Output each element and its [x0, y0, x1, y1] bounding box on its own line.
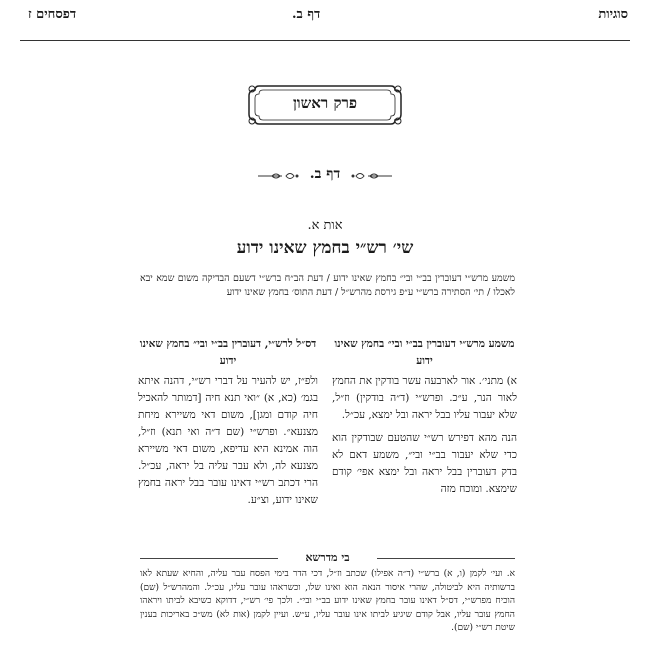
- chapter-title: פרק ראשון: [292, 94, 358, 112]
- divider-label: בי מדרשא: [305, 551, 350, 564]
- right-column-heading: משמע מרש״י דעוברין בב״י ובי״ בחמץ שאינו ידוע: [334, 338, 515, 367]
- header-right: סוגיות: [598, 7, 628, 22]
- left-column: [138, 336, 318, 515]
- running-header: [0, 6, 650, 36]
- header-center: דף ב.: [292, 7, 321, 22]
- divider-rule-right: [377, 558, 515, 559]
- main-title: שי׳ רש״י בחמץ שאינו ידוע: [236, 238, 414, 258]
- right-column-paragraph-1: א) מתני׳. אור לארבעה עשר בודקין את החמץ לאור הנר, ע״כ. ופרש״י (ד״ה בודקין) וז״ל, שלא יעבור עליו בבל יראה ובל ימצא, עכ״ל.: [332, 375, 517, 421]
- right-column-paragraph-2: הנה מהא דפירש רש״י שהטעם שבודקין הוא כדי שלא יעבור בב״י ובי״, משמע דאם לא בדק דעוברין בבל יראה ובל ימצא אפי׳ קודם שימצא. ומוכח מזה: [332, 432, 517, 495]
- topic-summary: משמע מרש״י דעוברין בב״י ובי״ בחמץ שאינו ידוע / דעת הב״ח ברש״י דשעם הבדיקה משום שמא יבא לאכלו / תי׳ הסתירה ברש״י ע״פ גירסת מהרש״ל / דעת התוס׳ בחמץ שאינו ידוע: [140, 273, 515, 298]
- header-left: דפסחים ז: [28, 7, 77, 22]
- left-column-paragraph: ולפ״ז, יש להעיר על דברי רש״י, דהנה איתא בגמ׳ (כא, א) ״ואי תנא חיה [דמותר להאכיל חיה קודם ומגן], משום דאי משיירא מיחת מצנעא״. ופרש״י (שם ד״ה ואי תנא) וז״ל, הוה אמינא היא עדיפא, משום דאי משיירא מצנעא לה, ולא עבר עליה בל יראה, עכ״ל. הרי דכתב רש״י דאינו עובר בבל יראה בחמץ שאינו ידוע, וצ״ע.: [138, 375, 318, 506]
- divider-rule-left: [140, 558, 278, 559]
- right-column: [332, 336, 517, 504]
- ot-label: אות א.: [307, 218, 343, 233]
- chapter-cartouche: [245, 82, 405, 128]
- daf-line: [250, 166, 400, 186]
- footnote-divider: [140, 551, 515, 565]
- right-ornament-icon: [350, 170, 394, 182]
- left-column-heading: דס״ל לרש״י, דעוברין בב״י ובי״ בחמץ שאינו ידוע: [139, 338, 317, 367]
- daf-label: דף ב.: [309, 166, 341, 182]
- footnote: א. ועי׳ לקמן (ו, א) ברש״י (ד״ה אפילו) שכתב וז״ל, דכי הדר בימי הפסח עבר עליה, והחיא שעתא לאו ברשותיה היא לביטולה, שהרי איסור הנאה הוא ואינו שלו, וכשראהו עובר עליו, עכ״ל. והמהרש״ל (שם) הוכיח מפרש״י, דס״ל דאינו עובר בחמץ שאינו ידוע בב״י ובי״. ולכך פי׳ רש״י, דדוקא כשיבא לביתו ויראהו החמץ עובר עליו, אבל קודם שיגיע לביתו אינו עובר עליו, ע״ש. ועיין לקמן (אות לא) מש״כ באריכות בענין שיטת רש״י (שם).: [140, 569, 515, 633]
- header-rule: [20, 40, 630, 41]
